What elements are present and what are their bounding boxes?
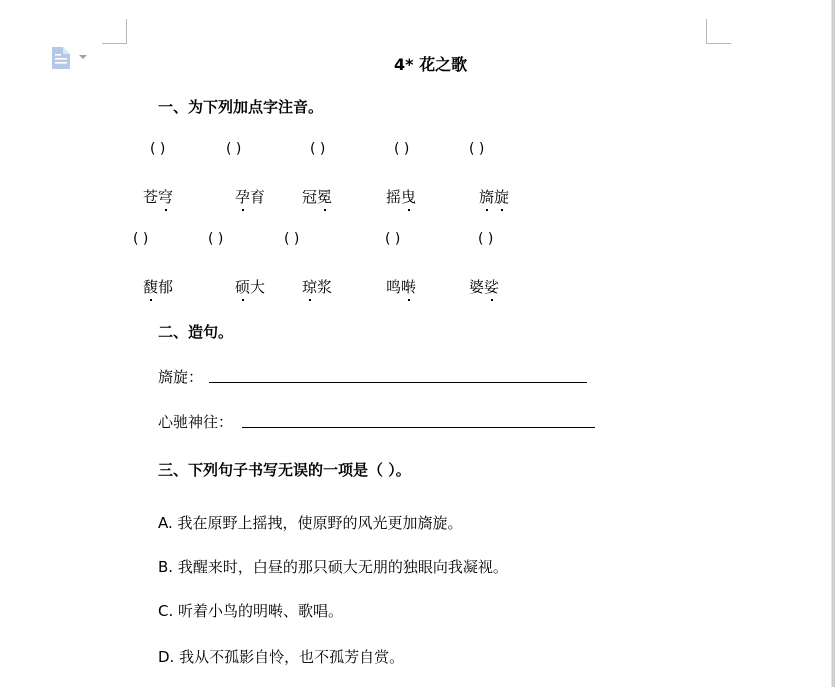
word-cangqiong: [143, 186, 173, 207]
answer-blank[interactable]: ( ): [469, 141, 485, 157]
word-guanmian: [302, 186, 332, 207]
option-d: D. 我从不孤影自怜，也不孤芳自赏。: [158, 648, 405, 666]
option-c: C. 听着小鸟的明啭、歌唱。: [158, 602, 344, 620]
option-b: B. 我醒来时，白昼的那只硕大无朋的独眼向我凝视。: [158, 558, 508, 576]
dotted-char: 曳: [401, 188, 417, 206]
char: 摇: [386, 188, 402, 206]
margin-corner-top-right: [706, 19, 731, 44]
answer-blank[interactable]: ( ): [394, 141, 410, 157]
answer-blank[interactable]: ( ): [284, 231, 300, 247]
answer-blank[interactable]: ( ): [150, 141, 166, 157]
char: 浆: [317, 278, 333, 296]
document-title: 4* 花之歌: [394, 55, 468, 74]
sentence-answer-line[interactable]: [209, 382, 587, 383]
dotted-char: 啭: [401, 278, 417, 296]
dotted-char: 冕: [317, 188, 333, 206]
option-a: A. 我在原野上摇拽，使原野的风光更加旖旋。: [158, 514, 463, 532]
char: 大: [250, 278, 266, 296]
sentence-answer-line[interactable]: [242, 427, 595, 428]
word-mingzhuan: [386, 276, 416, 297]
answer-blank[interactable]: ( ): [208, 231, 224, 247]
dotted-char: 旋: [494, 188, 510, 206]
word-yaoye: [386, 186, 416, 207]
section3-heading: 三、下列句子书写无误的一项是（ ）。: [158, 461, 411, 479]
char: 苍: [143, 188, 159, 206]
char: 育: [250, 188, 266, 206]
document-icon[interactable]: [51, 46, 71, 70]
word-fuyu: [143, 276, 173, 297]
char: 婆: [469, 278, 485, 296]
dotted-char: 旖: [479, 188, 495, 206]
window-edge: [831, 0, 835, 687]
char: 冠: [302, 188, 318, 206]
answer-blank[interactable]: ( ): [226, 141, 242, 157]
dotted-char: 穹: [158, 188, 174, 206]
sentence-label-yixuan: 旖旋：: [158, 368, 204, 386]
word-posuo: [469, 276, 499, 297]
margin-corner-top-left: [102, 19, 127, 44]
dotted-char: 孕: [235, 188, 251, 206]
dotted-char: 琼: [302, 278, 318, 296]
answer-blank[interactable]: ( ): [478, 231, 494, 247]
word-yunyu: [235, 186, 265, 207]
char: 郁: [158, 278, 174, 296]
answer-blank[interactable]: ( ): [385, 231, 401, 247]
dotted-char: 馥: [143, 278, 159, 296]
section2-heading: 二、造句。: [158, 323, 234, 341]
char: 鸣: [386, 278, 402, 296]
word-qiongjiang: [302, 276, 332, 297]
dotted-char: 娑: [484, 278, 500, 296]
answer-blank[interactable]: ( ): [133, 231, 149, 247]
word-yixuan: [479, 186, 509, 207]
section1-heading: 一、为下列加点字注音。: [158, 98, 324, 116]
dotted-char: 硕: [235, 278, 251, 296]
sentence-label-xinchishenwang: 心驰神往：: [158, 413, 234, 431]
word-shuoda: [235, 276, 265, 297]
answer-blank[interactable]: ( ): [310, 141, 326, 157]
caret-down-icon[interactable]: [79, 55, 87, 59]
